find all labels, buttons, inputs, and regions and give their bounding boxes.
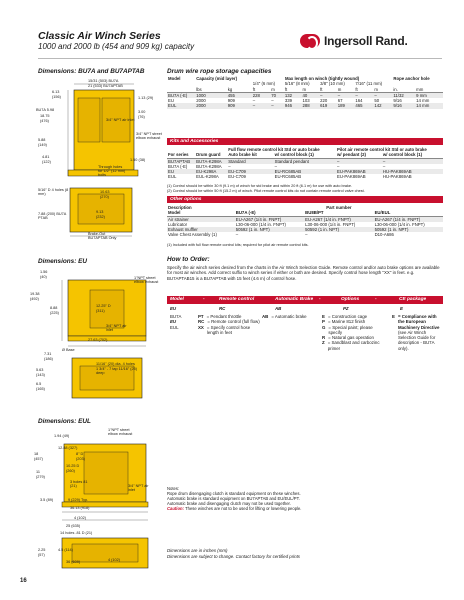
table-cell: 9 mm [416, 92, 427, 98]
notes-block [167, 486, 443, 511]
table-cell: D10-A686 [374, 232, 394, 238]
bu7a-dim-e: BU7A 5.98 [36, 108, 55, 112]
table-cell: 40 [302, 92, 308, 98]
bu7a-dim-x: 3.00 [138, 110, 146, 114]
storage-size: 3/8" (10 mm) [320, 81, 345, 87]
order-option-desc: = Marine 812 finish [327, 319, 366, 325]
table-cell: Valve Chest Assembly (1) [168, 232, 217, 238]
kits-col: For series [168, 152, 189, 158]
table-cell: EU-PAK869AB [337, 169, 366, 175]
order-model-value: BU7A [170, 314, 182, 319]
table-cell: 2000 [196, 98, 206, 104]
eul-dim-a: 1"NPT street elbow exhaust [108, 428, 133, 437]
eul-dim-i: (203) [76, 457, 85, 461]
eul-dim-m: 3.5 (89) [40, 498, 54, 502]
storage-unit: in. [393, 86, 398, 92]
storage-unit: lbs [196, 86, 202, 92]
caution-line [167, 506, 443, 511]
eul-dim-d: 18 [34, 452, 39, 456]
order-bar-dash: - [319, 297, 321, 302]
eu-dim-e: (492) [30, 297, 39, 301]
table-cell: 619 [320, 103, 328, 109]
order-bar-ce: CE package [399, 297, 427, 302]
storage-unit: ft [284, 86, 288, 92]
order-bar-options: Options [341, 297, 360, 302]
table-cell: EU-C709 [228, 174, 246, 180]
eu-dim-o: (143) [36, 373, 45, 377]
table-cell: 50592 (1 in. NPT) [305, 227, 340, 233]
bu7a-drawing [38, 78, 162, 248]
table-cell: Standard pendant [274, 158, 309, 164]
kits-note: (2) Control should be within 50 ft (15.2 m) of winch. Pilot remote control kits do not contain remote control valve chest. [167, 188, 365, 193]
bu7a-dim-t: 9.13 [96, 210, 104, 214]
table-cell: 132 [284, 92, 293, 98]
order-option-row [322, 340, 386, 351]
table-cell: BU7A (-E) [168, 92, 188, 98]
table-cell: EUL [168, 174, 177, 180]
table-cell: BU7A-K298A [196, 163, 222, 169]
other-col-partnumber: Part number [326, 205, 352, 210]
bu7a-dim-k: (122) [42, 160, 51, 164]
table-cell: – [271, 98, 274, 104]
table-cell: 465 [355, 103, 363, 109]
table-cell: 946 [284, 103, 293, 109]
caution-text: These winches are not to be used for lifting or lowering people. [185, 506, 302, 511]
order-bar-brake: Automatic Brake [275, 297, 314, 302]
header-divider [38, 58, 442, 59]
eu-dim-t: 1 3/4" - 7 tap 11/16" (25) deep [96, 367, 138, 376]
table-cell: 2000 [196, 103, 206, 109]
table-cell: – [337, 92, 341, 98]
table-cell: – [252, 98, 256, 104]
other-col: BU7A (-E) [235, 210, 256, 216]
other-col: BU8B/PT [305, 210, 324, 216]
bu7a-dim-h: 3/4" NPT air inlet [106, 118, 135, 122]
storage-table [167, 76, 443, 109]
table-cell: 1000 [196, 92, 206, 98]
eul-dim-o: 36.13 (918) [70, 506, 90, 510]
bu7a-dim-y: (76) [138, 115, 145, 119]
note-line: Automatic brake is standard equipment on BU7APTAB and EU/EUL/PT. [167, 496, 300, 501]
other-col: EU/EUL [374, 210, 391, 216]
order-option-code: Z [322, 340, 325, 346]
table-cell: L30-06-000 (1/4 in. FNPT) [374, 221, 425, 227]
order-option-code: R [322, 335, 326, 341]
bu7a-dim-w: 1.13 (29) [138, 96, 154, 100]
eul-dim-r: 14 holes .81 D (21) [60, 531, 93, 535]
bu7a-dim-p: 5/16" D 4 holes (8 mm) [38, 188, 69, 197]
table-cell: Standard [228, 158, 246, 164]
page-subtitle: 1000 and 2000 lb (454 and 909 kg) capacity [38, 42, 195, 51]
bu7a-dim-r: 10.63 [100, 190, 110, 194]
order-option-desc: = Construction cage [327, 314, 368, 319]
table-cell: EU-A267 (1/4 in. FNPT) [374, 216, 421, 222]
eu-dim-q: (165) [36, 387, 45, 391]
table-cell: – [355, 92, 358, 98]
table-cell: 288 [302, 103, 310, 109]
logo-text: Ingersoll Rand. [324, 34, 408, 48]
table-cell: 339 [284, 98, 293, 104]
kits-header [167, 152, 443, 158]
order-model-value: EU [170, 319, 177, 325]
table-cell: 14 mm [416, 98, 430, 104]
storage-unit: ft [355, 86, 358, 92]
table-cell: 11/32 [393, 92, 404, 98]
storage-unit: m [374, 86, 378, 92]
table-cell: EU [168, 98, 174, 104]
table-cell: 228 [252, 92, 260, 98]
table-cell: – [271, 103, 274, 109]
storage-col-anchor: Rope anchor hole [393, 76, 430, 81]
kits-col-fullflow: Full flow remote control kit Std or auto brake [228, 147, 320, 152]
table-row [167, 174, 443, 179]
eul-drawing [38, 428, 162, 576]
storage-col-capacity: Capacity (mid layer) [196, 76, 238, 81]
storage-unit: ft [252, 86, 256, 92]
bu7a-dim-o: Through holes for 1/2" (12 mm) bolts [98, 165, 126, 178]
table-cell: – [305, 232, 308, 238]
eu-dim-g: (225) [50, 311, 59, 315]
order-rc-desc: = Remote control (full flow) [207, 319, 260, 325]
order-option-desc: = Natural gas operation [328, 335, 374, 341]
bu7a-dim-m: 5.88 [38, 138, 46, 142]
ingersoll-rand-logo-icon [300, 34, 320, 48]
bu7a-dim-c: 6.13 [52, 90, 60, 94]
table-cell: – [252, 103, 256, 109]
section-heading-eul: Dimensions: EUL [38, 418, 91, 425]
table-cell: 164 [355, 98, 363, 104]
order-option-code: P [322, 319, 325, 325]
page-number: 16 [20, 578, 27, 584]
eu-dim-n: 5.63 [36, 368, 44, 372]
eu-dim-p: 6.5 [36, 382, 42, 386]
table-cell: – [374, 92, 377, 98]
order-model-value: EUL [170, 324, 179, 330]
table-cell: – [320, 92, 323, 98]
table-cell: BU7APTAB [168, 158, 191, 164]
order-ab-code: AB [262, 314, 269, 319]
table-cell: BU7A (-E) [168, 163, 188, 169]
bu7a-dim-f: 18.75 [40, 114, 50, 118]
table-cell: Air strainer [168, 216, 189, 222]
eul-dim-l: 3 holes 81 (21) [70, 480, 88, 489]
table-cell: – [274, 163, 278, 169]
storage-size: 5/16" (8 mm) [284, 81, 310, 87]
eul-dim-q: 25 (635) [66, 524, 81, 528]
table-cell: 189 [337, 103, 345, 109]
table-cell: HU-PAK869AB [382, 169, 412, 175]
order-bar-model: Model [170, 297, 184, 302]
storage-unit: ft [320, 86, 323, 92]
eul-dim-v: 4 (102) [108, 558, 121, 562]
eu-dim-j: 3/4" NPT air inlet [106, 324, 127, 333]
order-code-bar [167, 296, 443, 304]
eu-dim-r: Ø Base [62, 348, 75, 352]
order-example-options: PZ [343, 306, 349, 311]
order-rc-code: RC [198, 319, 205, 325]
kits-col: w/ pendant (2) [337, 152, 366, 158]
table-cell: 909 [227, 98, 235, 104]
order-rc-code: PT [198, 314, 204, 319]
table-cell: 142 [374, 103, 382, 109]
order-option-row [322, 325, 386, 336]
table-cell: 103 [302, 98, 310, 104]
section-heading-storage: Drum wire rope storage capacities [167, 68, 272, 75]
order-bar-remote: Remote control [219, 297, 255, 302]
table-cell: L30-06-000 (1/4 in. FNPT) [305, 221, 356, 227]
table-cell: HU-PAK869AB [382, 174, 412, 180]
order-option-desc: = Sandblast and carbozinc primer [327, 340, 380, 351]
table-cell: EU-PAK869AB [337, 174, 366, 180]
order-bar-dash: - [203, 297, 205, 302]
eul-dim-n: 9 (229) Typ. [68, 498, 89, 502]
order-ce-desc: = Compliance with the European Machinery Directive [397, 314, 440, 330]
other-col-description: Description [168, 205, 192, 210]
order-option-code: G [322, 324, 326, 330]
bu7a-dim-d: (156) [52, 95, 61, 99]
order-ab-row [262, 314, 310, 319]
eu-dim-s: 11/16" (20) dia. 4 holes [96, 362, 135, 366]
table-cell: 220 [320, 98, 328, 104]
kits-col: w/ control block (1) [274, 152, 314, 158]
order-rc-list [198, 314, 262, 335]
eul-dim-t: (57) [38, 553, 45, 557]
eu-dim-m: (186) [44, 357, 53, 361]
kits-note: (1) Control should be within 30 ft (9.1 m) of winch for std brake and within 20 ft (6.1 m) for use with auto brake. [167, 184, 353, 188]
table-cell: – [228, 163, 231, 169]
storage-col-maxlength: Max length on winch (tightly wound) [284, 76, 360, 81]
bu7a-dim-q: 7.88 (200) BU7A PTAB [38, 212, 67, 221]
eu-dim-f: 8.88 [50, 306, 58, 310]
table-cell: 67 [337, 98, 343, 104]
section-heading-eu: Dimensions: EU [38, 258, 88, 265]
eu-dim-k: 27.63 (702) [88, 338, 108, 342]
table-cell: Exhaust muffler [168, 227, 198, 233]
order-example-ce: E [400, 306, 403, 311]
table-cell: Lubricator [168, 221, 188, 227]
eu-dim-i: (311) [96, 309, 105, 313]
order-example-ab: AB [275, 306, 282, 311]
eul-dim-g: (279) [36, 475, 45, 479]
other-col: Model [168, 210, 181, 216]
kits-table [167, 147, 443, 180]
bu7a-dim-u: (232) [96, 215, 105, 219]
table-cell: 50592 (1 in. NPT) [235, 227, 270, 233]
order-rc-row [198, 325, 262, 336]
table-cell: EU-RC685AB [274, 169, 302, 175]
other-options-table [167, 205, 443, 238]
bu7a-dim-a: 15/31 (503) BU7A [88, 79, 119, 83]
order-ab-desc: = Automatic brake [271, 314, 307, 319]
page-title: Classic Air Winch Series [38, 30, 161, 42]
eul-dim-w: 36 (609) [66, 560, 81, 564]
section-heading-bu7a: Dimensions: BU7A and BU7APTAB [38, 68, 145, 75]
table-cell: EU-A267 (1/4 in. FNPT) [235, 216, 282, 222]
table-cell: 14 mm [416, 103, 430, 109]
footer-line: Dimensions are subject to change. Contact factory for certified prints [167, 553, 301, 559]
caution-label: Caution: [167, 506, 184, 511]
bu7a-dim-i: 3/4" NPT street elbow exhaust [136, 132, 162, 141]
eul-dim-e: (457) [34, 457, 43, 461]
other-options-note: (1) Included with full flow remote control kits; required for pilot air remote control kits. [167, 243, 309, 247]
bu7a-dim-l: 1.50 (38) [130, 158, 146, 162]
storage-size: 7/16" (11 mm) [355, 81, 383, 87]
order-ce-text [398, 314, 444, 351]
eu-dim-h: 12.25" D [96, 304, 111, 308]
section-bar-kits: Kits and Accessories [167, 138, 443, 145]
howto-paragraph: Specify the air winch series desired from the charts in the Air Winch Selection Guide. Remote control and/or auto brake options are available for most air winches. Add correct suffix to winch series if either or both are desired. Specify control hose length "XX" in feet. e.g. BU7APTAB15 is a BU7APTAB with 15 feet (4.6 m) of control hose. [167, 265, 440, 281]
order-option-desc: = Special paint; please specify [328, 324, 373, 335]
table-cell: – [337, 158, 340, 164]
eul-dim-b: 1.94 (49) [54, 434, 70, 438]
note-line: Rope drum disengaging clutch is standard equipment on these winches. [167, 491, 301, 496]
table-cell: 909 [227, 103, 235, 109]
table-cell: – [382, 163, 386, 169]
eu-dim-d: 19.38 [30, 292, 40, 296]
eul-dim-h: 8" D [76, 452, 84, 456]
order-ce-desc: (see Air Winch Selection Guide for description - BU7A only). [397, 329, 436, 351]
eul-dim-s: 2.25 [38, 548, 46, 552]
table-cell: EU-C709 [228, 169, 246, 175]
footer-notes [167, 548, 300, 559]
eu-dim-b: (40) [40, 275, 47, 279]
order-rc-desc: = Pendant throttle [206, 314, 242, 319]
table-cell: EUL-K298A [196, 174, 219, 180]
storage-unit: m [271, 86, 275, 92]
bu7a-dim-j: 4.81 [42, 155, 50, 159]
eul-dim-u: 4.5 (114) [58, 548, 73, 552]
kits-col: Drum guard [196, 152, 221, 158]
eul-dim-x: 3/4" NPT air inlet [128, 484, 149, 493]
order-ce-row [392, 314, 444, 351]
table-cell: – [382, 158, 386, 164]
storage-unit: m [302, 86, 307, 92]
table-cell: 70 [271, 92, 276, 98]
order-model-list [170, 314, 181, 330]
table-cell: 50592 (1 in. NPT) [374, 227, 409, 233]
table-cell: EU-RC685AB [274, 174, 302, 180]
bu7a-dim-g: (476) [40, 119, 49, 123]
eu-dim-c: 1"NPT street elbow exhaust [134, 276, 159, 285]
storage-unit: mm [416, 86, 424, 92]
order-rc-code: XX [198, 324, 204, 330]
order-option-code: E [322, 314, 325, 319]
table-cell: BU7A-K298A [196, 158, 222, 164]
eul-dim-p: 4 (102) [74, 516, 87, 520]
table-cell: EU-K298A [196, 169, 217, 175]
table-cell: – [235, 232, 239, 238]
table-cell: L30-06-000 (1/4 in. FNPT) [235, 221, 286, 227]
footer-line: Dimensions are in inches (mm) [167, 548, 228, 553]
storage-size: 1/4" (6 mm) [252, 81, 276, 87]
bu7a-dim-v: Brake-Out BU7APTAB Only [88, 232, 117, 241]
eu-dim-l: 7.31 [44, 352, 52, 356]
table-cell: 50 [374, 98, 380, 104]
order-rc-desc: = Specify control hose length in feet [206, 324, 251, 335]
eul-dim-f: 11 [36, 470, 40, 474]
section-bar-other: Other options [167, 196, 443, 203]
table-cell: 9/16 [393, 98, 402, 104]
eu-dim-a: 1.56 [40, 270, 48, 274]
storage-unit: m [337, 86, 342, 92]
order-bar-dash: - [375, 297, 377, 302]
notes-heading: Notes: [167, 486, 180, 491]
kits-col: w/ control block (1) [382, 152, 423, 158]
table-cell: 455 [227, 92, 235, 98]
storage-col-model: Model [168, 76, 181, 81]
order-example-model: EU [170, 306, 177, 311]
order-example-rc: RC [219, 306, 226, 311]
table-cell: – [337, 163, 340, 169]
bu7a-dim-b: 21 (533) BU7APTAB [88, 84, 123, 88]
table-cell: 9/16 [393, 103, 402, 109]
order-options-list [322, 314, 386, 351]
storage-unit: kg [227, 86, 233, 92]
eul-dim-k: (260) [66, 469, 75, 473]
table-row [167, 103, 443, 108]
kits-notes [167, 184, 443, 193]
eul-dim-c: 12.88 (327) [58, 446, 78, 450]
kits-col: Auto brake kit [228, 152, 257, 158]
table-cell: EU [168, 169, 174, 175]
eu-drawing [38, 268, 162, 406]
table-row [167, 232, 443, 237]
table-cell: EU-A267 (1/4 in. FNPT) [305, 216, 351, 222]
note-line: Automatic brake and disengaging clutch may not be used together. [167, 501, 291, 506]
order-ce-code: E [392, 314, 395, 319]
brand-logo [300, 34, 408, 48]
bu7a-dim-s: (270) [100, 195, 109, 199]
table-cell: EUL [168, 103, 177, 109]
kits-col-pilot: Pilot air remote control kit Std or auto brake [337, 147, 427, 152]
eul-dim-j: 10.25 D [66, 464, 80, 468]
bu7a-dim-n: (149) [38, 143, 47, 147]
section-heading-howto: How to Order: [167, 256, 210, 263]
